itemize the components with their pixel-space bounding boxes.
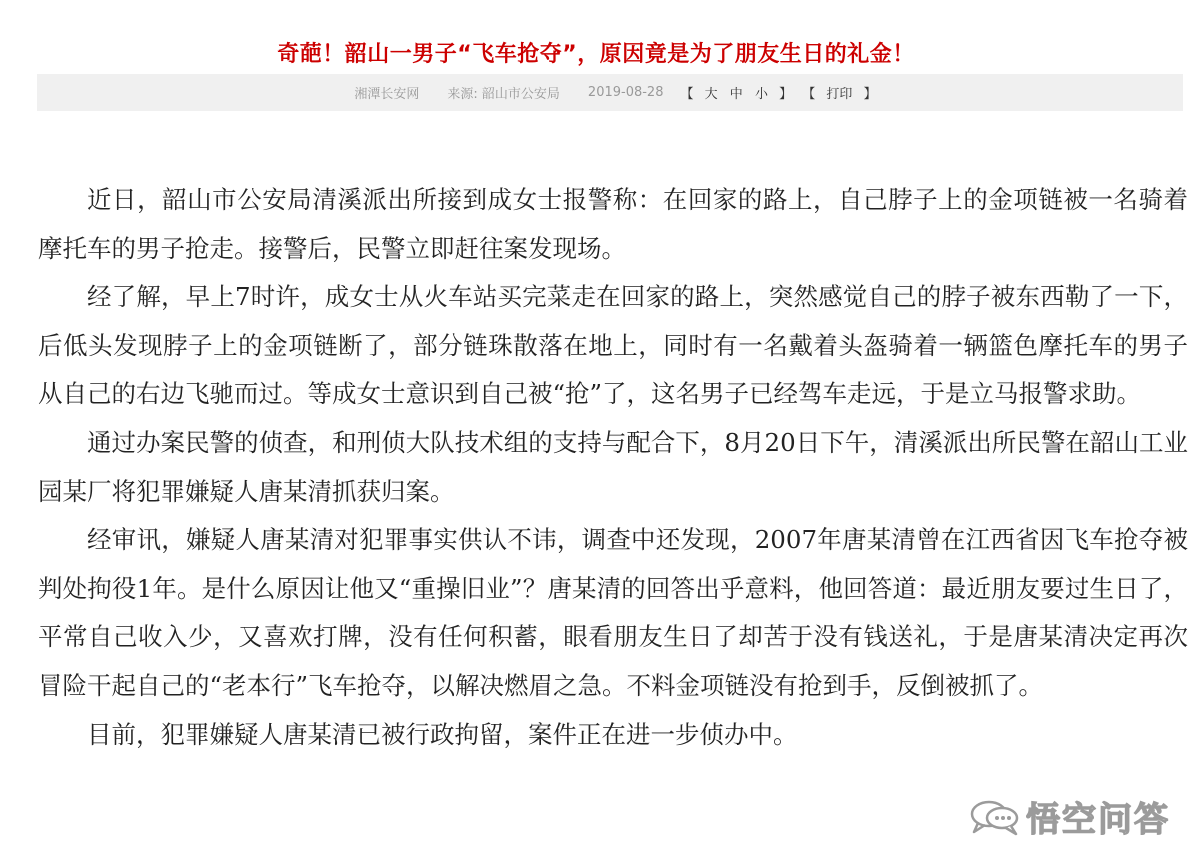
speech-bubbles-logo-icon [968,797,1022,837]
bracket-open: 【 [680,87,694,102]
article-meta-bar [37,74,1183,111]
print-link[interactable]: 打印 [826,87,853,102]
meta-date: 2019-08-28 [587,85,664,100]
font-size-tools [677,83,879,102]
wukong-watermark [968,792,1170,841]
meta-site[interactable]: 湘潭长安网 [354,87,420,102]
article-paragraph: 通过办案民警的侦查，和刑侦大队技术组的支持与配合下，8月20日下午，清溪派出所民警在韶山工业园某厂将犯罪嫌疑人唐某清抓获归案。 [38,427,1188,506]
article-paragraph: 近日，韶山市公安局清溪派出所接到成女士报警称：在回家的路上，自己脖子上的金项链被一名骑着摩托车的男子抢走。接警后，民警立即赶往案发现场。 [38,185,1188,263]
article-paragraph: 目前，犯罪嫌疑人唐某清已被行政拘留，案件正在进一步侦办中。 [87,719,798,749]
article-title: 奇葩！韶山一男子“飞车抢夺”，原因竟是为了朋友生日的礼金！ [277,41,915,67]
bracket-close: 】 [779,87,793,102]
article-paragraph: 经了解，早上7时许，成女士从火车站买完菜走在回家的路上，突然感觉自己的脖子被东西勒了一下，后低头发现脖子上的金项链断了，部分链珠散落在地上，同时有一名戴着头盔骑着一辆篮色摩托车的男子从自己的右边飞驰而过。等成女士意识到自己被“抢”了，这名男子已经驾车走远，于是立马报警求助。 [38,282,1188,409]
bracket-open: 【 [802,87,816,102]
article-paragraph: 经审讯，嫌疑人唐某清对犯罪事实供认不讳，调查中还发现，2007年唐某清曾在江西省因飞车抢夺被判处拘役1年。是什么原因让他又“重操旧业”？唐某清的回答出乎意料，他回答道：最近朋友要过生日了，平常自己收入少，又喜欢打牌，没有任何积蓄，眼看朋友生日了却苦于没有钱送礼，于是唐某清决定再次冒险干起自己的“老本行”飞车抢夺，以解决燃眉之急。不料金项链没有抢到手，反倒被抓了。 [38,525,1188,700]
font-size-medium-link[interactable]: 中 [729,87,743,102]
font-size-large-link[interactable]: 大 [704,87,718,102]
article-body [38,176,1188,759]
meta-source: 来源: 韶山市公安局 [447,87,560,102]
bracket-close: 】 [863,87,877,102]
font-size-small-link[interactable]: 小 [754,87,768,102]
watermark-text: 悟空问答 [1026,800,1170,840]
